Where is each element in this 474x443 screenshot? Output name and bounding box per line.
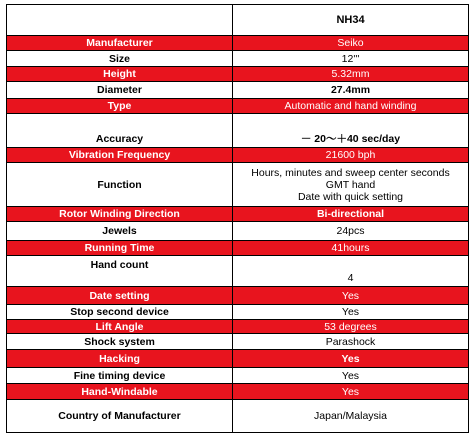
row-label: Function <box>7 163 233 207</box>
row-label: Lift Angle <box>7 320 233 334</box>
table-row <box>7 305 469 320</box>
row-value: Yes <box>233 350 469 368</box>
table-row <box>7 241 469 256</box>
table-row <box>7 148 469 163</box>
row-value: 5.32mm <box>233 67 469 82</box>
table-row <box>7 114 469 148</box>
row-label: Shock system <box>7 334 233 350</box>
table-row <box>7 334 469 350</box>
table-row <box>7 99 469 114</box>
row-value: Yes <box>233 368 469 384</box>
row-value: Yes <box>233 287 469 305</box>
spec-table <box>6 4 469 433</box>
header-empty-cell <box>7 5 233 36</box>
table-row <box>7 287 469 305</box>
table-row <box>7 36 469 51</box>
row-label: Accuracy <box>7 114 233 148</box>
row-value: 27.4mm <box>233 82 469 99</box>
row-value: Automatic and hand winding <box>233 99 469 114</box>
row-value: 4 <box>233 256 469 287</box>
row-label: Date setting <box>7 287 233 305</box>
table-row <box>7 67 469 82</box>
row-value: 12''' <box>233 51 469 67</box>
row-value <box>233 163 469 207</box>
table-row <box>7 320 469 334</box>
function-line: Hours, minutes and sweep center seconds <box>251 166 450 179</box>
row-label: Fine timing device <box>7 368 233 384</box>
row-value: 24pcs <box>233 222 469 241</box>
row-value: Yes <box>233 305 469 320</box>
row-label: Manufacturer <box>7 36 233 51</box>
table-row <box>7 82 469 99</box>
table-row <box>7 384 469 400</box>
row-label: Hand-Windable <box>7 384 233 400</box>
table-row <box>7 51 469 67</box>
row-value: Parashock <box>233 334 469 350</box>
table-row <box>7 222 469 241</box>
row-label: Diameter <box>7 82 233 99</box>
row-label: Height <box>7 67 233 82</box>
row-value: 21600 bph <box>233 148 469 163</box>
table-row <box>7 368 469 384</box>
row-label: Jewels <box>7 222 233 241</box>
row-label: Running Time <box>7 241 233 256</box>
table-row <box>7 207 469 222</box>
row-value: Yes <box>233 384 469 400</box>
row-label: Size <box>7 51 233 67</box>
row-value: 53 degrees <box>233 320 469 334</box>
table-row <box>7 400 469 433</box>
table-row <box>7 350 469 368</box>
row-value: Seiko <box>233 36 469 51</box>
row-value: － 20～＋40 sec/day <box>233 114 469 148</box>
table-row <box>7 256 469 287</box>
row-label: Country of Manufacturer <box>7 400 233 433</box>
row-value: 41hours <box>233 241 469 256</box>
row-value: Japan/Malaysia <box>233 400 469 433</box>
row-label: Hacking <box>7 350 233 368</box>
row-label: Hand count <box>7 256 233 287</box>
function-line: Date with quick setting <box>297 190 404 203</box>
table-row <box>7 163 469 207</box>
row-label: Stop second device <box>7 305 233 320</box>
row-value: Bi-directional <box>233 207 469 222</box>
model-name: NH34 <box>233 5 469 36</box>
header-row <box>7 5 469 36</box>
row-label: Vibration Frequency <box>7 148 233 163</box>
row-label: Type <box>7 99 233 114</box>
row-label: Rotor Winding Direction <box>7 207 233 222</box>
function-line: GMT hand <box>325 178 376 191</box>
